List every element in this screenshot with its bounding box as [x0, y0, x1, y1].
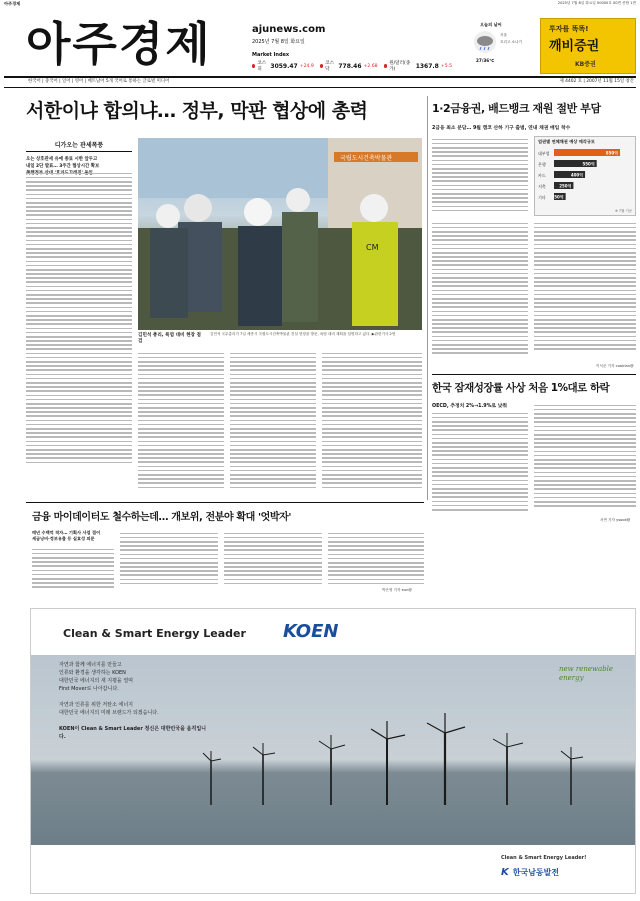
ad-company-row [501, 867, 559, 878]
ad-copy-6: 대한민국 에너지의 미래 브랜드가 되겠습니다. [59, 710, 159, 716]
ad-footer-line: Clean & Smart Energy Leader! [501, 855, 587, 861]
ad-copy-block [59, 661, 209, 741]
right-mid-subhead: OECD, 추정치 2%→1.9%로 낮춰 [432, 404, 507, 409]
debt-chart-title: 업권별 연체채권 예상 매각규모 [538, 139, 595, 144]
index-kosdaq [320, 60, 378, 72]
market-index-row [252, 62, 452, 70]
weather-title: 오늘의 날씨 [480, 22, 502, 27]
lead-caption: 김민석 국무총리가 7일 세종시 국립도시건축박물관 건설 현장을 방문, 폭염 대비 계획을 설명하고 있다. ▶관련기사 2면 [210, 332, 396, 336]
usdkrw-up-icon [384, 64, 388, 68]
bottom-subhead-1: 매년 수백억 적자… 기획사 사업 접어 [32, 530, 101, 535]
masthead-date: 2025년 7월 8일 화요일 [252, 39, 305, 45]
lead-caption-row [138, 332, 422, 344]
bottom-subheads [32, 530, 114, 543]
ad-copy-final: KOEN이 Clean & Smart Leader 정신은 대한민국을 움직입니다. [59, 726, 206, 740]
lead-body-col-1 [138, 350, 224, 496]
index-change: +24.9 [299, 63, 314, 69]
right-top-body-3 [534, 220, 636, 364]
bar-label: 카드 [538, 173, 546, 178]
tagline-rule [4, 87, 636, 88]
bar-value: 550억 [582, 161, 595, 167]
photo-banner-text: 국립도시건축박물관 [340, 155, 393, 162]
weather-detail: 흐리고 소나기 [500, 40, 522, 44]
ad-top-sponsor: KB증권 [575, 61, 596, 68]
index-value: 778.46 [338, 62, 362, 70]
bar-value: 150억 [551, 194, 564, 200]
index-value: 3059.47 [270, 62, 298, 70]
bottom-headline[interactable]: 금융 마이데이터도 철수하는데… 개보위, 전분야 확대 '엇박자' [32, 512, 292, 523]
bar-label: 은행 [538, 162, 546, 167]
topbar-right: 2025년 7월 8일 화요일 00000호 00면 종합 1면 [557, 1, 636, 5]
ad-copy-3: 대한민국 에너지의 새 지평을 열며 [59, 678, 133, 684]
index-value: 1367.8 [415, 62, 439, 70]
masthead-rule [4, 76, 636, 78]
bottom-body-1 [32, 546, 114, 590]
index-change: +5.5 [440, 63, 452, 69]
lead-caption-title: 김민석 총리, 폭염 대비 현장 점검 [138, 333, 201, 344]
lead-kicker: 디가오는 관세폭풍 [26, 140, 132, 152]
index-name: 원/달러(종가) [389, 61, 411, 72]
lead-subhead-2: 내일 2단 발표… 3주간 협상시간 확보 [26, 164, 100, 169]
weather-temp: 27/36℃ [476, 58, 495, 63]
ad-brand-logo: KOEN [283, 621, 339, 642]
lead-left-body [26, 170, 132, 496]
weather-box [470, 22, 536, 72]
right-mid-headline[interactable]: 한국 잠재성장률 사상 처음 1%대로 하락 [432, 382, 610, 394]
debt-chart-box [534, 136, 636, 216]
bar-label: 대부업 [538, 151, 550, 156]
koen-logo-icon: K [501, 867, 509, 878]
right-top-subhead: 2금융 최소 분담… 9월 캠코 산하 기구 출범, 연내 채권 매입 착수 [432, 126, 571, 131]
topbar-left: 아주경제 [4, 1, 21, 6]
photo-vest-text: CM [366, 243, 379, 252]
debt-chart-note: ※ 7월 기준 [615, 209, 632, 213]
right-story-rule [432, 374, 636, 375]
bar-label: 저축 [538, 184, 546, 189]
lead-photo[interactable] [138, 138, 422, 330]
right-top-body-1 [432, 136, 528, 216]
right-top-byline: 이석준 기자 coolrian@ [596, 364, 634, 368]
cloud-rain-icon [474, 31, 496, 53]
tagline: 한국어 | 중국어 | 일어 | 영어 | 베트남어 5개 국어로 통하는 글로벌 미디어 [28, 79, 170, 84]
ad-copy-1: 자연과 함께 에너지를 만들고 [59, 662, 122, 668]
kospi-up-icon [252, 64, 255, 68]
ad-top-line2: 깨비증권 [549, 39, 600, 54]
column-divider [427, 96, 428, 500]
right-mid-body-2 [534, 402, 636, 518]
lead-headline[interactable]: 서한이냐 합의냐… 정부, 막판 협상에 총력 [26, 100, 368, 122]
masthead-logo: 아주경제 [26, 17, 212, 71]
ad-copy-2: 인류와 환경을 생각하는 KOEN [59, 670, 126, 676]
weather-city: 서울 [500, 33, 507, 37]
kosdaq-up-icon [320, 64, 323, 68]
bottom-body-3 [224, 530, 322, 590]
index-usdkrw [384, 60, 452, 72]
issue-info: 제 4402 호 | 2007년 11월 15일 창간 [559, 79, 634, 84]
site-url[interactable]: ajunews.com [252, 24, 326, 35]
index-change: +2.68 [363, 63, 378, 69]
right-mid-body-1 [432, 410, 528, 518]
bottom-body-4 [328, 530, 424, 590]
right-top-headline[interactable]: 1·2금융권, 배드뱅크 재원 절반 부담 [432, 102, 601, 115]
bar-label: 기타 [538, 195, 546, 200]
bar-value: 250억 [559, 183, 572, 189]
bottom-story-rule [26, 502, 424, 503]
lead-body-col-3 [322, 350, 422, 496]
index-name: 코스닥 [325, 61, 335, 72]
bottom-body-2 [120, 530, 218, 590]
ad-copy-4: First Mover로 나아갑니다. [59, 686, 119, 692]
debt-chart [538, 147, 634, 209]
bar-value: 850억 [605, 150, 618, 156]
right-mid-byline: 서연 기자 ysook@ [600, 518, 631, 522]
lead-subhead-1: 오는 상호관세 유예 종료 시한 앞두고 [26, 157, 98, 162]
index-kospi [252, 60, 314, 72]
index-name: 코스피 [257, 61, 267, 72]
bottom-subhead-2: 세금낭비·정보유출 등 실효성 의문 [32, 536, 95, 542]
ad-company: 한국남동발전 [512, 868, 560, 877]
ad-brand-line: Clean & Smart Energy Leader [63, 627, 246, 640]
ad-bottom-koen[interactable] [30, 608, 636, 894]
ad-top-line1: 투자를 똑똑! [549, 25, 589, 33]
ad-top-right[interactable] [540, 18, 636, 74]
ad-script: new renewable energy [559, 665, 614, 682]
ad-copy-5: 자연과 인류를 위한 저탄소 에너지 [59, 702, 133, 708]
lead-body-col-2 [230, 350, 316, 496]
market-label: Market Index [252, 52, 290, 58]
bar-value: 400억 [570, 172, 584, 178]
right-top-body-2 [432, 220, 528, 364]
bottom-byline: 박은영 기자 eun@ [382, 588, 413, 592]
